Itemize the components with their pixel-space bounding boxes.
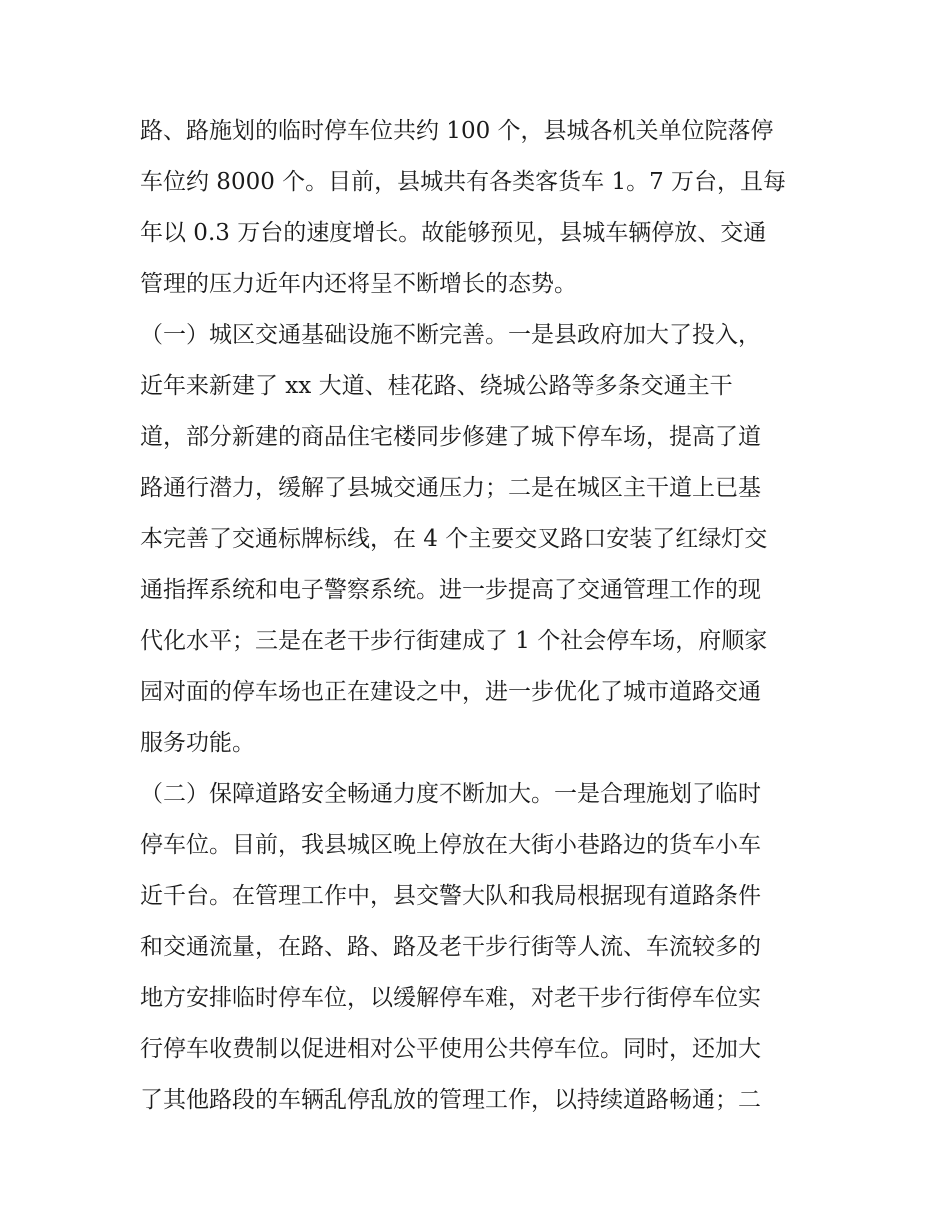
text-line-7: 道，部分新建的商品住宅楼同步修建了城下停车场，提高了道 xyxy=(140,424,761,450)
text-line-19: 行停车收费制以促进相对公平使用公共停车位。同时，还加大 xyxy=(140,1036,761,1062)
text-line-4: 管理的压力近年内还将呈不断增长的态势。 xyxy=(140,271,577,297)
document-body xyxy=(140,106,820,1126)
text-line-3: 年以 0.3 万台的速度增长。故能够预见，县城车辆停放、交通 xyxy=(140,220,767,246)
text-line-2: 车位约 8000 个。目前，县城共有各类客货车 1。7 万台，且每 xyxy=(140,169,787,195)
text-line-17: 和交通流量，在路、路、路及老干步行街等人流、车流较多的 xyxy=(140,934,761,960)
text-line-6: 近年来新建了 xx 大道、桂花路、绕城公路等多条交通主干 xyxy=(140,373,733,399)
text-line-1: 路、路施划的临时停车位共约 100 个，县城各机关单位院落停 xyxy=(140,118,774,144)
text-line-13: 服务功能。 xyxy=(140,730,255,756)
text-line-8: 路通行潜力，缓解了县城交通压力；二是在城区主干道上已基 xyxy=(140,475,761,501)
text-line-11: 代化水平；三是在老干步行街建成了 1 个社会停车场，府顺家 xyxy=(140,628,768,654)
text-line-15: 停车位。目前，我县城区晚上停放在大街小巷路边的货车小车 xyxy=(140,832,761,858)
text-line-14: （二）保障道路安全畅通力度不断加大。一是合理施划了临时 xyxy=(140,781,761,807)
text-line-16: 近千台。在管理工作中，县交警大队和我局根据现有道路条件 xyxy=(140,883,761,909)
text-line-12: 园对面的停车场也正在建设之中，进一步优化了城市道路交通 xyxy=(140,679,761,705)
text-line-5: （一）城区交通基础设施不断完善。一是县政府加大了投入， xyxy=(140,322,761,348)
text-line-9: 本完善了交通标牌标线，在 4 个主要交叉路口安装了红绿灯交 xyxy=(140,526,768,552)
text-line-10: 通指挥系统和电子警察系统。进一步提高了交通管理工作的现 xyxy=(140,577,761,603)
text-line-20: 了其他路段的车辆乱停乱放的管理工作，以持续道路畅通；二 xyxy=(140,1087,761,1113)
text-line-18: 地方安排临时停车位，以缓解停车难，对老干步行街停车位实 xyxy=(140,985,761,1011)
